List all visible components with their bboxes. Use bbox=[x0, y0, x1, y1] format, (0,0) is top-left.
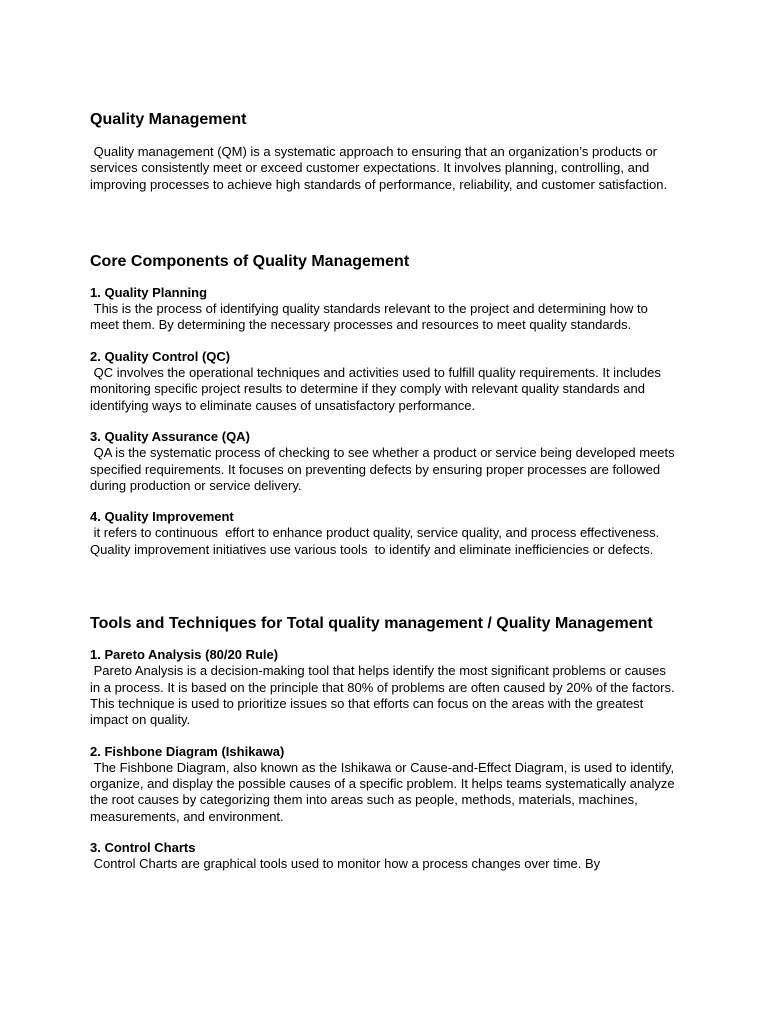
tool-item-body: Control Charts are graphical tools used to monitor how a process changes over time. By bbox=[90, 856, 601, 872]
tools-list bbox=[90, 647, 679, 873]
core-components-heading: Core Components of Quality Management bbox=[90, 252, 410, 270]
tools-techniques-heading: Tools and Techniques for Total quality management / Quality Management bbox=[90, 615, 653, 633]
core-item-quality-improvement bbox=[90, 509, 676, 558]
intro-paragraph: Quality management (QM) is a systematic approach to ensuring that an organization’s products or services consistently meet or exceed customer expectations. It involves planning, controlling, and improving processes to achieve high standards of performance, reliability, and customer satisfaction. bbox=[90, 144, 668, 192]
core-item-title: 2. Quality Control (QC) bbox=[90, 348, 231, 364]
tool-item-control-charts bbox=[90, 840, 676, 873]
core-components-list bbox=[90, 284, 679, 558]
core-item-body: QC involves the operational techniques and activities used to fulfill quality requirements. It includes monitoring specific project results to determine if they comply with relevant quality standards and identifying ways to eliminate causes of unsatisfactory performance. bbox=[90, 365, 665, 413]
core-item-title: 3. Quality Assurance (QA) bbox=[90, 428, 250, 444]
core-item-body: This is the process of identifying quality standards relevant to the project and determining how to meet them. By determining the necessary processes and resources to meet quality standards. bbox=[90, 301, 652, 333]
core-item-quality-assurance bbox=[90, 428, 679, 494]
core-item-quality-control bbox=[90, 349, 676, 414]
core-item-body: QA is the systematic process of checking to see whether a product or service being developed meets specified requirements. It focuses on preventing defects by ensuring proper processes are followed during production or service delivery. bbox=[90, 445, 679, 493]
tool-item-title: 1. Pareto Analysis (80/20 Rule) bbox=[90, 647, 279, 663]
core-item-title: 4. Quality Improvement bbox=[90, 509, 234, 525]
core-item-title: 1. Quality Planning bbox=[90, 284, 208, 300]
tool-item-title: 2. Fishbone Diagram (Ishikawa) bbox=[90, 743, 285, 759]
page-title: Quality Management bbox=[90, 111, 247, 128]
core-item-body: it refers to continuous effort to enhance product quality, service quality, and process effectiveness. Quality improvement initiatives use various tools to identify and eliminate inefficiencies or defects. bbox=[90, 525, 663, 557]
tool-item-body: Pareto Analysis is a decision-making tool that helps identify the most significant problems or causes in a process. It is based on the principle that 80% of problems are often caused by 20% of the factors. This technique is used to prioritize issues so that efforts can focus on the areas with the greatest impact on quality. bbox=[90, 663, 679, 728]
tool-item-body: The Fishbone Diagram, also known as the Ishikawa or Cause-and-Effect Diagram, is used to identify, organize, and display the possible causes of a specific problem. It helps teams systematically analyze the root causes by categorizing them into areas such as people, methods, materials, machines, measurements, and environment. bbox=[90, 759, 679, 824]
tool-item-pareto bbox=[90, 647, 679, 728]
tool-item-fishbone bbox=[90, 743, 679, 825]
tool-item-title: 3. Control Charts bbox=[90, 840, 196, 856]
core-item-quality-planning bbox=[90, 285, 676, 334]
